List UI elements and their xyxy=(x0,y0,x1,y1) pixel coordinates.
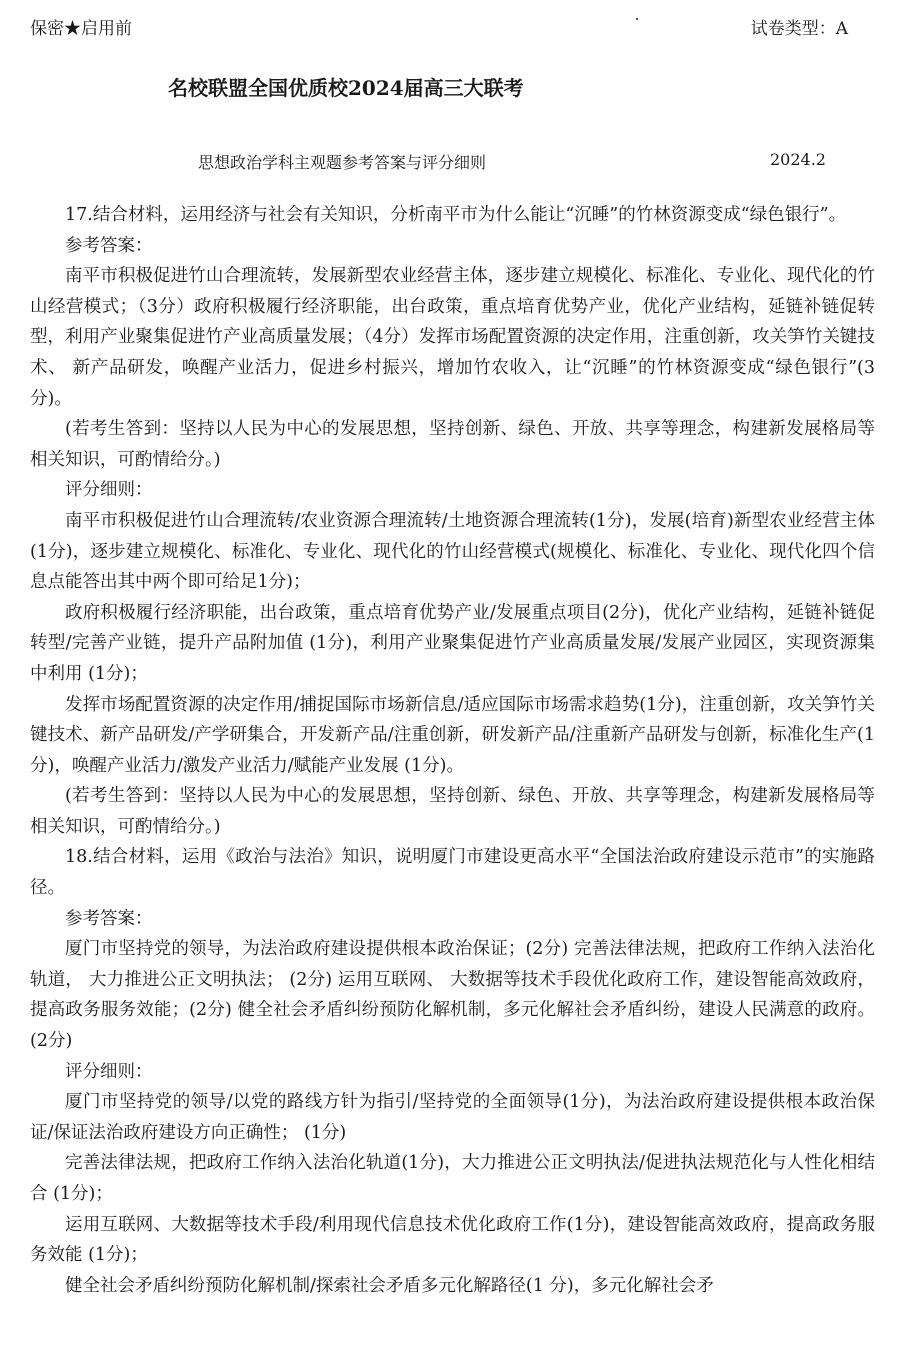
q18-scoring-item-2: 完善法律法规，把政府工作纳入法治化轨道(1分)，大力推进公正文明执法/促进执法规范化与人性化相结合 (1分)； xyxy=(30,1153,875,1204)
q18-scoring-label: 评分细则： xyxy=(65,1061,153,1082)
paper-type-label: 试卷类型：A xyxy=(750,19,848,39)
q18-scoring-item-1: 厦门市坚持党的领导/以党的路线方针为指引/坚持党的全面领导(1分)，为法治政府建设提供根本政治保证/保证法治政府建设方向正确性； (1分) xyxy=(30,1092,875,1143)
exam-title: 名校联盟全国优质校2024届高三大联考 xyxy=(168,76,524,100)
confidential-label: 保密★启用前 xyxy=(30,19,132,39)
q18-reference-label: 参考答案： xyxy=(65,908,153,929)
answer-body xyxy=(30,200,875,1301)
q17-scoring-item-2: 政府积极履行经济职能，出台政策，重点培育优势产业/发展重点项目(2分)，优化产业结构，延链补链促转型/完善产业链，提升产品附加值 (1分)，利用产业聚集促进竹产业高质量发展/发展产业园区，实现资源集中利用 (1分)； xyxy=(30,602,875,684)
q17-note-1: (若考生答到：坚持以人民为中心的发展思想，坚持创新、绿色、开放、共享等理念，构建新发展格局等相关知识，可酌情给分。) xyxy=(30,419,875,470)
scan-dot xyxy=(636,18,638,20)
q18-scoring-item-3: 运用互联网、大数据等技术手段/利用现代信息技术优化政府工作(1分)，建设智能高效政府，提高政务服务效能 (1分)； xyxy=(30,1214,875,1266)
q17-scoring-item-1: 南平市积极促进竹山合理流转/农业资源合理流转/土地资源合理流转(1分)，发展(培育)新型农业经营主体(1分)，逐步建立规模化、标准化、专业化、现代化的竹山经营模式(规模化、标准化、专业化、现代化四个信息点能答出其中两个即可给足1分)； xyxy=(30,510,875,593)
q17-reference-label: 参考答案： xyxy=(65,235,153,256)
q17-question: 17.结合材料，运用经济与社会有关知识，分析南平市为什么能让“沉睡”的竹林资源变成“绿色银行”。 xyxy=(65,205,847,225)
q17-note-2: (若考生答到：坚持以人民为中心的发展思想，坚持创新、绿色、开放、共享等理念，构建新发展格局等相关知识，可酌情给分。) xyxy=(30,786,875,837)
document-title: 思想政治学科主观题参考答案与评分细则 xyxy=(198,153,487,172)
q18-question: 18.结合材料，运用《政治与法治》知识，说明厦门市建设更高水平“全国法治政府建设示范市”的实施路径。 xyxy=(30,847,875,899)
q17-scoring-label: 评分细则： xyxy=(65,480,153,501)
q17-reference-answer: 南平市积极促进竹山合理流转，发展新型农业经营主体，逐步建立规模化、标准化、专业化、现代化的竹山经营模式；（3分）政府积极履行经济职能，出台政策，重点培育优势产业，优化产业结构，延链补链促转型，利用产业聚集促进竹产业高质量发展；（4分）发挥市场配置资源的决定作用，注重创新，攻关笋竹关键技术、 新产品研发，唤醒产业活力，促进乡村振兴，增加竹农收入，让“沉睡”的竹林资源变成“绿色银行”(3分)。 xyxy=(30,266,875,409)
q17-scoring-item-3: 发挥市场配置资源的决定作用/捕捉国际市场新信息/适应国际市场需求趋势(1分)，注重创新，攻关笋竹关键技术、新产品研发/产学研集合，开发新产品/注重创新，研发新产品/注重新产品研发与创新，标准化生产(1分)，唤醒产业活力/激发产业活力/赋能产业发展 (1分)。 xyxy=(30,694,875,776)
q18-scoring-item-4: 健全社会矛盾纠纷预防化解机制/探索社会矛盾多元化解路径(1 分)，多元化解社会矛 xyxy=(65,1275,714,1296)
q18-reference-answer: 厦门市坚持党的领导，为法治政府建设提供根本政治保证；(2分) 完善法律法规，把政府工作纳入法治化轨道， 大力推进公正文明执法； (2分) 运用互联网、 大数据等技术手段优化政府工作，建设智能高效政府，提高政务服务效能；(2分) 健全社会矛盾纠纷预防化解机制，多元化解社会矛盾纠纷，建设人民满意的政府。 (2分) xyxy=(30,939,875,1052)
document-date: 2024.2 xyxy=(770,150,826,169)
